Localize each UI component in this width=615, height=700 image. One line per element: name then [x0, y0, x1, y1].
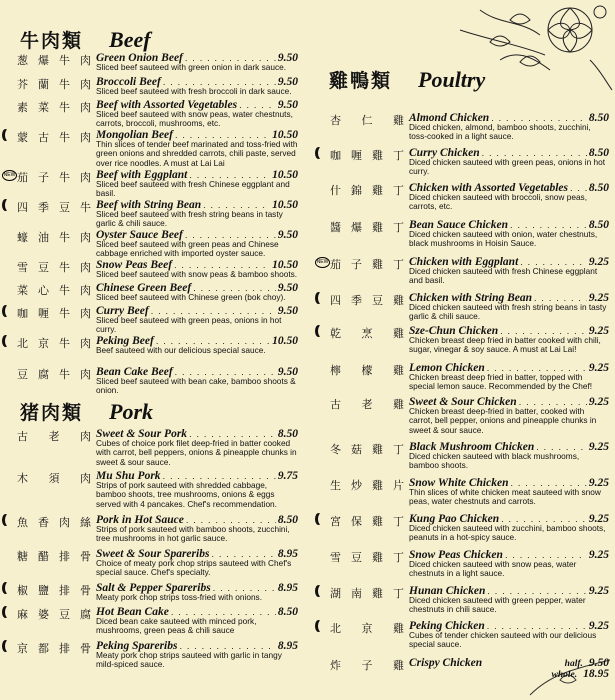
- item-name-zh: 麻 婆 豆 腐: [17, 608, 91, 621]
- item-name-zh: 葱 爆 牛 肉: [17, 54, 91, 67]
- item-price: 8.50: [588, 182, 609, 194]
- item-description: Cubes of tender chicken sauteed with our delicious special sauce.: [409, 630, 597, 650]
- item-price: 9.25: [588, 292, 609, 304]
- item-description: Diced bean cake sauteed with minced pork, mushrooms, green peas & chili sauce: [96, 616, 257, 636]
- pork-section-header: [20, 398, 153, 425]
- item-name: Snow Peas Chicken: [409, 549, 503, 561]
- item-name-zh: 豆 腐 牛 肉: [17, 368, 91, 381]
- item-name: Lemon Chicken: [409, 362, 485, 374]
- crescent-icon: [5, 335, 12, 347]
- crescent-icon: [5, 129, 12, 141]
- item-name-zh: 宮 保 雞 丁: [330, 515, 404, 528]
- item-description: Diced chicken sauteed with fresh Chinese eggplant and basil.: [409, 266, 598, 286]
- item-description: Choice of meaty pork chop strips sauteed with Chef's special sauce. Chef's specialty.: [96, 558, 292, 578]
- item-description: Diced chicken sauteed with onion, water chestnuts, black mushrooms in Hoisin Sauce.: [409, 229, 598, 249]
- item-name-zh: 椒 鹽 排 骨: [17, 584, 91, 597]
- item-name: Black Mushroom Chicken: [409, 441, 535, 453]
- item-price: 8.50: [277, 428, 298, 440]
- item-price: 9.25: [588, 585, 609, 597]
- item-name-zh: 魚 香 肉 絲: [17, 516, 91, 529]
- beef-title-en: Beef: [109, 27, 151, 52]
- item-description: Chicken breast deep fried in batter cooked with chili, sugar, vinegar & soy sauce. A must at Lai Lai!: [409, 335, 601, 355]
- item-name-zh: 北 京 牛 肉: [17, 337, 91, 350]
- item-name-zh: 北 京 雞: [330, 622, 404, 635]
- item-name: Almond Chicken: [409, 112, 490, 124]
- beef-title-zh: 牛肉類: [20, 30, 84, 52]
- crescent-icon: [318, 513, 325, 525]
- item-description: Sliced beef sauteed with fresh Chinese eggplant and basil.: [96, 179, 290, 199]
- pork-title-zh: 猪肉類: [20, 402, 84, 424]
- item-price: 9.25: [588, 477, 609, 489]
- item-name: Peking Spareribs: [96, 640, 178, 652]
- item-name: Mu Shu Pork: [96, 470, 161, 482]
- item-name-zh: 茄 子 雞 丁: [330, 258, 404, 271]
- item-description: Sliced beef sauteed with fresh broccoli in dark sauce.: [96, 86, 292, 96]
- item-price: 10.50: [272, 335, 298, 347]
- item-name-zh: 蒙 古 牛 肉: [17, 131, 91, 144]
- item-price: 9.25: [588, 513, 609, 525]
- item-description: Diced chicken, almond, bamboo shoots, zucchini, toss-cooked in a light sauce.: [409, 122, 591, 142]
- item-name: Curry Chicken: [409, 147, 480, 159]
- item-price: 8.95: [277, 548, 298, 560]
- item-price: 10.50: [272, 129, 298, 141]
- item-price: 9.25: [588, 256, 609, 268]
- item-description: Sliced beef sauteed with green peas, onions in hot curry.: [96, 315, 282, 335]
- item-description: Chicken breast deep fried in batter, topped with special lemon sauce. Recommended by the Chef!: [409, 372, 593, 392]
- item-price: 9.50: [277, 99, 298, 111]
- item-name: Hunan Chicken: [409, 585, 486, 597]
- item-description: Sliced beef sauteed with snow peas & bamboo shoots.: [96, 269, 298, 279]
- item-price: 9.25: [588, 362, 609, 374]
- item-price: 9.50: [277, 76, 298, 88]
- item-name-zh: 京 都 排 骨: [17, 642, 91, 655]
- item-name-zh: 雪 豆 牛 肉: [17, 261, 91, 274]
- item-name: Beef with Assorted Vegetables: [96, 99, 238, 111]
- item-description: Diced chicken sauteed with fresh string beans in tasty garlic & chili sauce.: [409, 302, 607, 322]
- whole-label: whole.: [551, 670, 578, 680]
- item-price: 9.50: [277, 305, 298, 317]
- item-name: Sweet & Sour Pork: [96, 428, 188, 440]
- item-name: Chicken with String Bean: [409, 292, 533, 304]
- crescent-icon: [5, 606, 12, 618]
- item-name-zh: 木 須 肉: [17, 472, 91, 485]
- crescent-icon: [318, 292, 325, 304]
- item-name-zh: 素 菜 牛 肉: [17, 101, 91, 114]
- item-price: 9.25: [588, 441, 609, 453]
- item-description: Thin slices of white chicken meat sauteed with snow peas, water chestnuts and carrots.: [409, 487, 601, 507]
- item-name: Snow Peas Beef: [96, 259, 173, 271]
- item-name: Peking Beef: [96, 335, 154, 347]
- item-price: 9.75: [277, 470, 298, 482]
- item-description: Beef sauteed with our delicious special sauce.: [96, 345, 266, 355]
- whole-price: 18.95: [583, 668, 609, 680]
- item-name-zh: 菜 心 牛 肉: [17, 284, 91, 297]
- item-name: Chicken with Eggplant: [409, 256, 519, 268]
- item-name: Bean Sauce Chicken: [409, 219, 509, 231]
- crescent-icon: [318, 325, 325, 337]
- item-price: 8.50: [277, 514, 298, 526]
- item-name: Peking Chicken: [409, 620, 485, 632]
- item-description: Sliced beef sauteed with green peas and Chinese cabbage enriched with imported oyster sauce.: [96, 239, 279, 259]
- item-description: Diced chicken sauteed with green pepper, water chestnuts in chili sauce.: [409, 595, 586, 615]
- poultry-section-header: [329, 66, 485, 93]
- item-price: 9.25: [588, 396, 609, 408]
- item-price: 9.50: [277, 52, 298, 64]
- beef-section-header: [20, 26, 151, 53]
- item-name: Broccoli Beef: [96, 76, 161, 88]
- item-name-zh: 古 老 肉: [17, 430, 91, 443]
- item-name-zh: 芥 蘭 牛 肉: [17, 78, 91, 91]
- crescent-icon: [318, 585, 325, 597]
- half-price: 9.50: [588, 657, 609, 669]
- item-description: Diced chicken sauteed with snow peas, water chestnuts in a light sauce.: [409, 559, 577, 579]
- item-name: Pork in Hot Sauce: [96, 514, 184, 526]
- item-price: 9.50: [277, 229, 298, 241]
- item-name-zh: 冬 菇 雞 丁: [330, 443, 404, 456]
- item-price: 10.50: [272, 169, 298, 181]
- item-name: Crispy Chicken: [409, 657, 483, 669]
- item-description: Thin slices of tender beef marinated and toss-fried with green onions and shredded carrots, chili paste, served over rice noodles. A must at Lai Lai: [96, 139, 298, 168]
- item-description: Diced chicken sauteed with zucchini, bamboo shoots, peanuts in a hot-spicy sauce.: [409, 523, 606, 543]
- item-price: 9.50: [277, 366, 298, 378]
- item-name: Oyster Sauce Beef: [96, 229, 183, 241]
- item-name: Kung Pao Chicken: [409, 513, 500, 525]
- item-description: Strips of pork sauteed with shredded cabbage, bamboo shoots, tree mushrooms, onions & eggs served with 4 pancakes. Chef's recommendation.: [96, 480, 277, 509]
- item-name: Green Onion Beef: [96, 52, 183, 64]
- item-name: Beef with String Bean: [96, 199, 202, 211]
- pork-title-en: Pork: [109, 399, 154, 424]
- crescent-icon: [5, 514, 12, 526]
- item-description: Meaty pork chop strips sauteed with garlic in tangy mild-spiced sauce.: [96, 650, 282, 670]
- item-name: Chinese Green Beef: [96, 282, 192, 294]
- item-description: Chicken breast deep-fried in batter, cooked with carrot, bell pepper, onions and pineapple chunks in sweet & sour sauce.: [409, 406, 597, 435]
- item-name-zh: 檸 檬 雞: [330, 364, 404, 377]
- item-name-zh: 四 季 豆 牛: [17, 201, 91, 214]
- item-price: 9.25: [588, 549, 609, 561]
- item-name-zh: 生 炒 雞 片: [330, 479, 404, 492]
- new-badge-icon: NEW: [315, 257, 330, 268]
- item-name-zh: 什 錦 雞 丁: [330, 184, 404, 197]
- crescent-icon: [5, 640, 12, 652]
- item-description: Diced chicken sauteed with broccoli, snow peas, carrots, etc.: [409, 192, 588, 212]
- item-price: 8.50: [588, 112, 609, 124]
- item-name-zh: 湖 南 雞 丁: [330, 587, 404, 600]
- item-name: Curry Beef: [96, 305, 149, 317]
- item-name-zh: 茄 子 牛 肉: [17, 171, 91, 184]
- item-name: Sweet & Sour Chicken: [409, 396, 517, 408]
- poultry-title-zh: 雞鴨類: [329, 70, 393, 92]
- item-name-zh: 古 老 雞: [330, 398, 404, 411]
- item-price: 8.95: [277, 582, 298, 594]
- item-description: Sliced beef sauteed with Chinese green (bok choy).: [96, 292, 286, 302]
- item-name: Salt & Pepper Spareribs: [96, 582, 211, 594]
- crescent-icon: [5, 582, 12, 594]
- item-name: Mongolian Beef: [96, 129, 173, 141]
- item-name-zh: 咖 喱 牛 肉: [17, 307, 91, 320]
- crescent-icon: [318, 620, 325, 632]
- item-name: Beef with Eggplant: [96, 169, 188, 181]
- item-price: 8.50: [588, 219, 609, 231]
- item-name: Snow White Chicken: [409, 477, 509, 489]
- item-description: Sliced beef sauteed with green onion in dark sauce.: [96, 62, 287, 72]
- item-name: Sze-Chun Chicken: [409, 325, 499, 337]
- item-price: 8.95: [277, 640, 298, 652]
- item-description: Cubes of choice pork filet deep-fried in batter cooked with carrot, bell peppers, onions & pineapple chunks in sweet & sour sauce.: [96, 438, 297, 467]
- item-name: Hot Bean Cake: [96, 606, 169, 618]
- item-name-zh: 醬 爆 雞 丁: [330, 221, 404, 234]
- item-name: Chicken with Assorted Vegetables: [409, 182, 568, 194]
- item-price: 9.25: [588, 620, 609, 632]
- item-name-zh: 糖 醋 排 骨: [17, 550, 91, 563]
- poultry-title-en: Poultry: [418, 67, 486, 92]
- item-price: 8.50: [588, 147, 609, 159]
- crescent-icon: [5, 199, 12, 211]
- item-description: Strips of pork sauteed with bamboo shoots, zucchini, tree mushrooms in hot garlic sauce.: [96, 524, 290, 544]
- item-name-zh: 乾 烹 雞: [330, 327, 404, 340]
- item-name: Bean Cake Beef: [96, 366, 173, 378]
- item-description: Sliced beef sauteed with snow peas, water chestnuts, carrots, broccoli, mushrooms, etc.: [96, 109, 293, 129]
- item-price: 10.50: [272, 199, 298, 211]
- item-name-zh: 雪 豆 雞 丁: [330, 551, 404, 564]
- item-name-zh: 咖 喱 雞 丁: [330, 149, 404, 162]
- item-name-zh: 杏 仁 雞: [330, 114, 404, 127]
- new-badge-icon: NEW: [2, 170, 17, 181]
- crescent-icon: [5, 305, 12, 317]
- item-description: Diced chicken sauteed with black mushrooms, bamboo shoots.: [409, 451, 580, 471]
- item-description: Diced chicken sauteed with green peas, onions in hot curry.: [409, 157, 606, 177]
- item-name: Sweet & Sour Spareribs: [96, 548, 210, 560]
- item-price: 8.50: [277, 606, 298, 618]
- crescent-icon: [318, 147, 325, 159]
- item-name-zh: 四 季 豆 雞: [330, 294, 404, 307]
- item-price: 9.25: [588, 325, 609, 337]
- item-name-zh: 炸 子 雞: [330, 659, 404, 672]
- half-label: half.: [564, 659, 583, 669]
- item-name-zh: 蠔 油 牛 肉: [17, 231, 91, 244]
- item-price: 9.50: [277, 282, 298, 294]
- item-price: 10.50: [272, 259, 298, 271]
- item-description: Meaty pork chop strips toss-fried with onions.: [96, 592, 263, 602]
- item-description: Sliced beef sauteed with fresh string beans in tasty garlic & chili sauce.: [96, 209, 283, 229]
- item-description: Sliced beef sauteed with bean cake, bamboo shoots & onion.: [96, 376, 296, 396]
